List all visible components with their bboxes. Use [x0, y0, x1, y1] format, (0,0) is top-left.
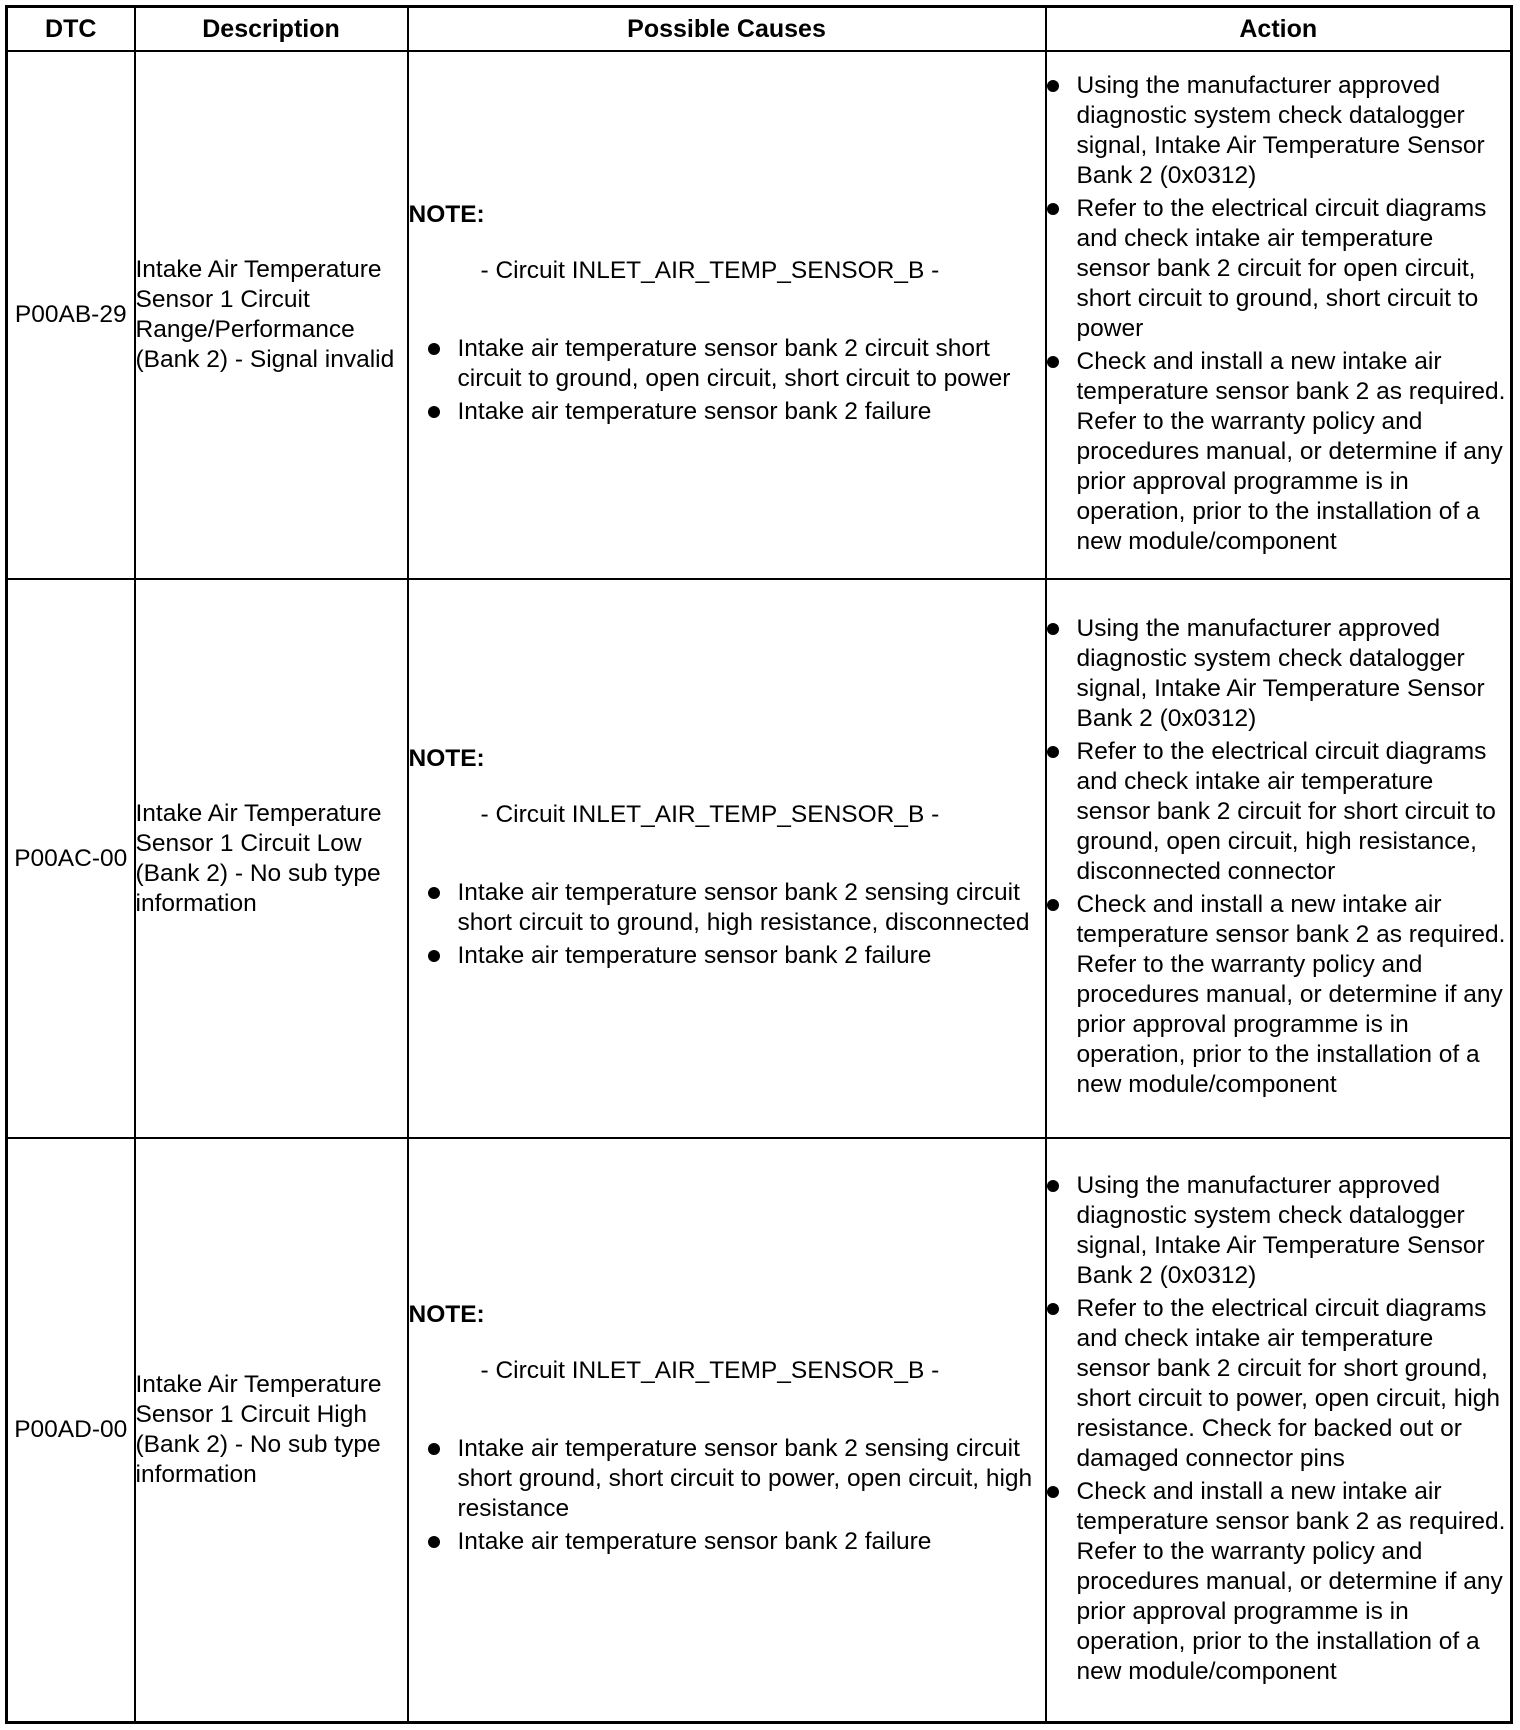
possible-causes-cell — [408, 579, 1046, 1138]
action-text: Refer to the electrical circuit diagrams and check intake air temperature sensor bank 2 circuit for short ground, short circuit to power, open circuit, high resistance. Check for backed out or damaged connector pins — [1076, 1294, 1501, 1472]
bullet-icon — [1047, 1486, 1059, 1498]
action-text: Refer to the electrical circuit diagrams and check intake air temperature sensor bank 2 circuit for short circuit to ground, open circuit, high resistance, disconnected connector — [1076, 738, 1496, 885]
dtc-description: Intake Air Temperature Sensor 1 Circuit Low (Bank 2) - No sub type information — [135, 579, 408, 1138]
list-item — [1077, 1477, 1511, 1687]
list-item — [458, 334, 1045, 394]
list-item — [458, 941, 1045, 971]
list-item — [1077, 737, 1511, 887]
cause-text: Intake air temperature sensor bank 2 circuit short circuit to ground, open circuit, short circuit to power — [457, 335, 1011, 392]
bullet-icon — [428, 950, 440, 962]
list-item — [458, 397, 1045, 427]
list-item — [1077, 347, 1511, 557]
list-item — [1077, 71, 1511, 191]
header-row — [7, 7, 1512, 52]
dtc-code: P00AC-00 — [7, 579, 135, 1138]
bullet-icon — [428, 1443, 440, 1455]
circuit-name: - Circuit INLET_AIR_TEMP_SENSOR_B - — [480, 1357, 940, 1384]
bullet-icon — [1047, 356, 1059, 368]
bullet-icon — [428, 343, 440, 355]
header-description: Description — [135, 7, 408, 52]
action-cell — [1046, 579, 1512, 1138]
table-row — [7, 51, 1512, 579]
bullet-icon — [1047, 899, 1059, 911]
action-text: Check and install a new intake air temperature sensor bank 2 as required. Refer to the warranty policy and procedures manual, or determine if any prior approval programme is in operation, prior to the installation of a new module/component — [1076, 347, 1506, 555]
action-text: Check and install a new intake air temperature sensor bank 2 as required. Refer to the warranty policy and procedures manual, or determine if any prior approval programme is in operation, prior to the installation of a new module/component — [1076, 891, 1506, 1098]
list-item — [1077, 194, 1511, 344]
note-label: NOTE: — [408, 1301, 485, 1328]
bullet-icon — [1047, 746, 1059, 758]
action-text: Using the manufacturer approved diagnostic system check datalogger signal, Intake Air Temperature Sensor Bank 2 (0x0312) — [1076, 615, 1485, 732]
list-item — [1077, 890, 1511, 1100]
cause-text: Intake air temperature sensor bank 2 sensing circuit short circuit to ground, high resistance, disconnected — [457, 878, 1030, 936]
possible-causes-cell — [408, 1138, 1046, 1723]
action-text: Using the manufacturer approved diagnostic system check datalogger signal, Intake Air Temperature Sensor Bank 2 (0x0312) — [1076, 71, 1485, 189]
list-item — [1077, 1294, 1511, 1474]
circuit-name: - Circuit INLET_AIR_TEMP_SENSOR_B - — [480, 257, 940, 284]
dtc-code: P00AB-29 — [7, 51, 135, 579]
cause-text: Intake air temperature sensor bank 2 failure — [457, 398, 932, 425]
causes-list — [409, 878, 1045, 971]
cause-text: Intake air temperature sensor bank 2 failure — [457, 1528, 932, 1555]
actions-list — [1047, 71, 1511, 557]
bullet-icon — [428, 887, 440, 899]
dtc-description: Intake Air Temperature Sensor 1 Circuit High (Bank 2) - No sub type information — [135, 1138, 408, 1723]
action-text: Refer to the electrical circuit diagrams and check intake air temperature sensor bank 2 circuit for open circuit, short circuit to ground, short circuit to power — [1076, 194, 1487, 342]
action-cell — [1046, 1138, 1512, 1723]
bullet-icon — [428, 1536, 440, 1548]
bullet-icon — [1047, 623, 1059, 635]
list-item — [1077, 1171, 1511, 1291]
header-action: Action — [1046, 7, 1512, 52]
action-text: Using the manufacturer approved diagnostic system check datalogger signal, Intake Air Temperature Sensor Bank 2 (0x0312) — [1076, 1171, 1485, 1289]
cause-text: Intake air temperature sensor bank 2 failure — [457, 941, 932, 969]
action-cell — [1046, 51, 1512, 579]
header-possible-causes: Possible Causes — [408, 7, 1046, 52]
circuit-name: - Circuit INLET_AIR_TEMP_SENSOR_B - — [480, 800, 940, 828]
possible-causes-cell — [408, 51, 1046, 579]
list-item — [458, 1527, 1045, 1557]
table-row — [7, 579, 1512, 1138]
actions-list — [1047, 614, 1511, 1100]
cause-text: Intake air temperature sensor bank 2 sensing circuit short ground, short circuit to power, open circuit, high resistance — [457, 1435, 1033, 1522]
bullet-icon — [428, 406, 440, 418]
dtc-code: P00AD-00 — [7, 1138, 135, 1723]
causes-list — [409, 1434, 1045, 1557]
note-label: NOTE: — [408, 201, 485, 228]
bullet-icon — [1047, 1180, 1059, 1192]
list-item — [458, 1434, 1045, 1524]
dtc-table — [5, 5, 1513, 1724]
table-row — [7, 1138, 1512, 1723]
action-text: Check and install a new intake air temperature sensor bank 2 as required. Refer to the warranty policy and procedures manual, or determine if any prior approval programme is in operation, prior to the installation of a new module/component — [1076, 1477, 1506, 1685]
bullet-icon — [1047, 80, 1059, 92]
bullet-icon — [1047, 203, 1059, 215]
causes-list — [409, 334, 1045, 427]
note-label: NOTE: — [408, 744, 485, 772]
header-dtc: DTC — [7, 7, 135, 52]
actions-list — [1047, 1171, 1511, 1687]
dtc-description: Intake Air Temperature Sensor 1 Circuit Range/Performance (Bank 2) - Signal invalid — [135, 51, 408, 579]
bullet-icon — [1047, 1303, 1059, 1315]
list-item — [1077, 614, 1511, 734]
list-item — [458, 878, 1045, 938]
